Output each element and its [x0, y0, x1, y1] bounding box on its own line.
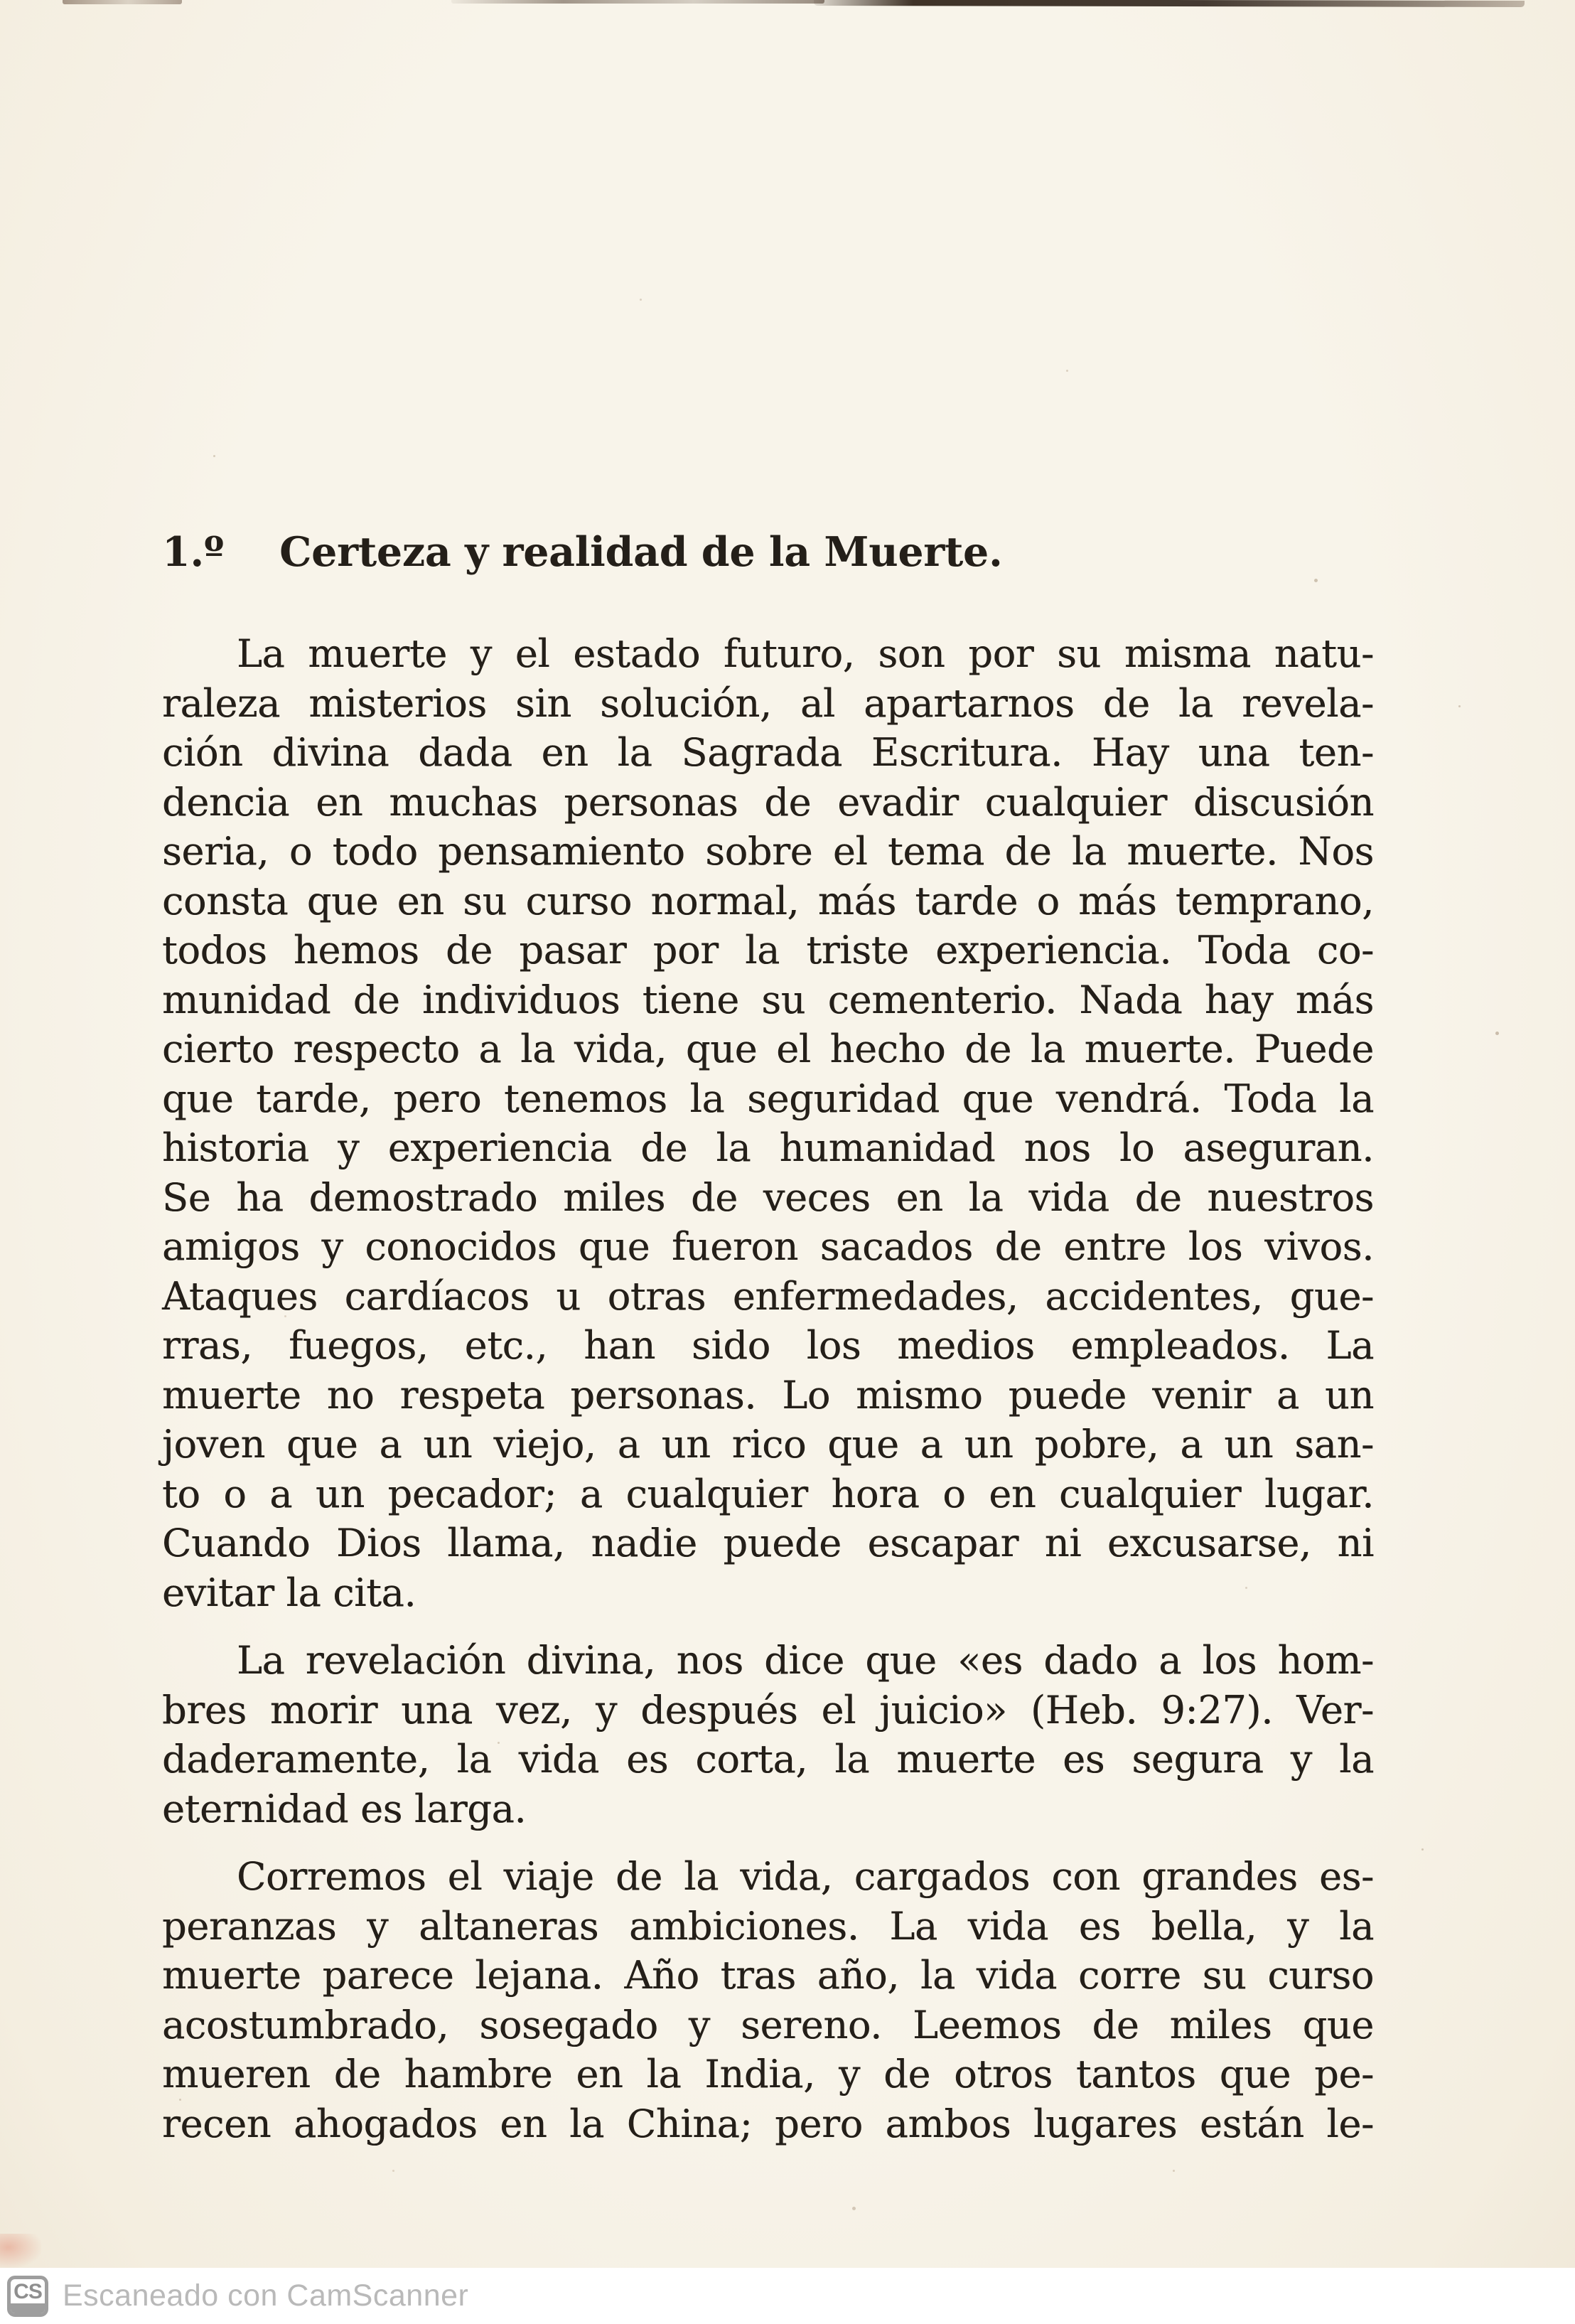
- text-line: mueren de hambre en la India, y de otros tantos que pe-: [162, 2052, 1374, 2097]
- text-line: historia y experiencia de la humanidad nos lo aseguran.: [162, 1125, 1374, 1170]
- text-line: Corremos el viaje de la vida, cargados con grandes es-: [237, 1854, 1374, 1899]
- paragraph: [162, 1852, 1374, 2148]
- text-line: rras, fuegos, etc., han sido los medios empleados. La: [162, 1323, 1374, 1368]
- text-line: acostumbrado, sosegado y sereno. Leemos de miles que: [162, 2002, 1374, 2047]
- text-line: peranzas y altaneras ambiciones. La vida es bella, y la: [162, 1903, 1374, 1949]
- text-line: joven que a un viejo, a un rico que a un pobre, a un san-: [162, 1422, 1374, 1467]
- text-line: consta que en su curso normal, más tarde o más temprano,: [162, 878, 1374, 923]
- text-line: bres morir una vez, y después el juicio» (Heb. 9:27). Ver-: [162, 1687, 1374, 1733]
- page-content: [162, 528, 1374, 2148]
- text-line: munidad de individuos tiene su cementerio. Nada hay más: [162, 977, 1374, 1022]
- text-line: muerte parece lejana. Año tras año, la vida corre su curso: [162, 1953, 1374, 1998]
- text-line: Cuando Dios llama, nadie puede escapar ni excusarse, ni: [162, 1521, 1374, 1565]
- text-line: Se ha demostrado miles de veces en la vida de nuestros: [162, 1174, 1374, 1220]
- text-line: raleza misterios sin solución, al apartarnos de la revela-: [162, 680, 1374, 726]
- camscanner-icon-base: [11, 2303, 45, 2313]
- section-heading: [162, 528, 1374, 577]
- text-line: eternidad es larga.: [162, 1786, 527, 1831]
- text-line: to o a un pecador; a cualquier hora o en cualquier lugar.: [162, 1471, 1374, 1516]
- text-line: cierto respecto a la vida, que el hecho de la muerte. Puede: [162, 1027, 1374, 1071]
- camscanner-label: Escaneado con CamScanner: [63, 2279, 469, 2313]
- scan-artifact-mid-streak: [451, 0, 824, 4]
- text-line: Ataques cardíacos u otras enfermedades, accidentes, gue-: [162, 1273, 1374, 1319]
- text-line: amigos y conocidos que fueron sacados de entre los vivos.: [162, 1224, 1374, 1269]
- text-line: muerte no respeta personas. Lo mismo puede venir a un: [162, 1372, 1374, 1418]
- text-line: recen ahogados en la China; pero ambos lugares están le-: [162, 2101, 1374, 2146]
- section-title: Certeza y realidad de la Muerte.: [279, 528, 1003, 576]
- paragraph: [162, 629, 1374, 1617]
- paragraph: [162, 1636, 1374, 1833]
- corner-smudge: [0, 2234, 41, 2268]
- camscanner-footer: [0, 2268, 1575, 2324]
- camscanner-icon-letters: CS: [14, 2279, 42, 2303]
- text-line: La revelación divina, nos dice que «es dado a los hom-: [237, 1638, 1374, 1683]
- text-line: daderamente, la vida es corta, la muerte es segura y la: [162, 1737, 1374, 1782]
- text-line: ción divina dada en la Sagrada Escritura. Hay una ten-: [162, 730, 1374, 775]
- text-line: evitar la cita.: [162, 1570, 416, 1615]
- scan-artifact-top-streak: [814, 0, 1525, 7]
- text-line: que tarde, pero tenemos la seguridad que vendrá. Toda la: [162, 1076, 1374, 1121]
- section-number: 1.º: [162, 528, 225, 576]
- camscanner-icon: [7, 2276, 48, 2317]
- scan-artifact-left-streak: [63, 0, 182, 4]
- text-line: La muerte y el estado futuro, son por su misma natu-: [237, 631, 1374, 676]
- text-line: todos hemos de pasar por la triste experiencia. Toda co-: [162, 928, 1374, 973]
- text-line: dencia en muchas personas de evadir cualquier discusión: [162, 779, 1374, 825]
- body-paragraphs: [162, 629, 1374, 2148]
- text-line: seria, o todo pensamiento sobre el tema de la muerte. Nos: [162, 829, 1374, 874]
